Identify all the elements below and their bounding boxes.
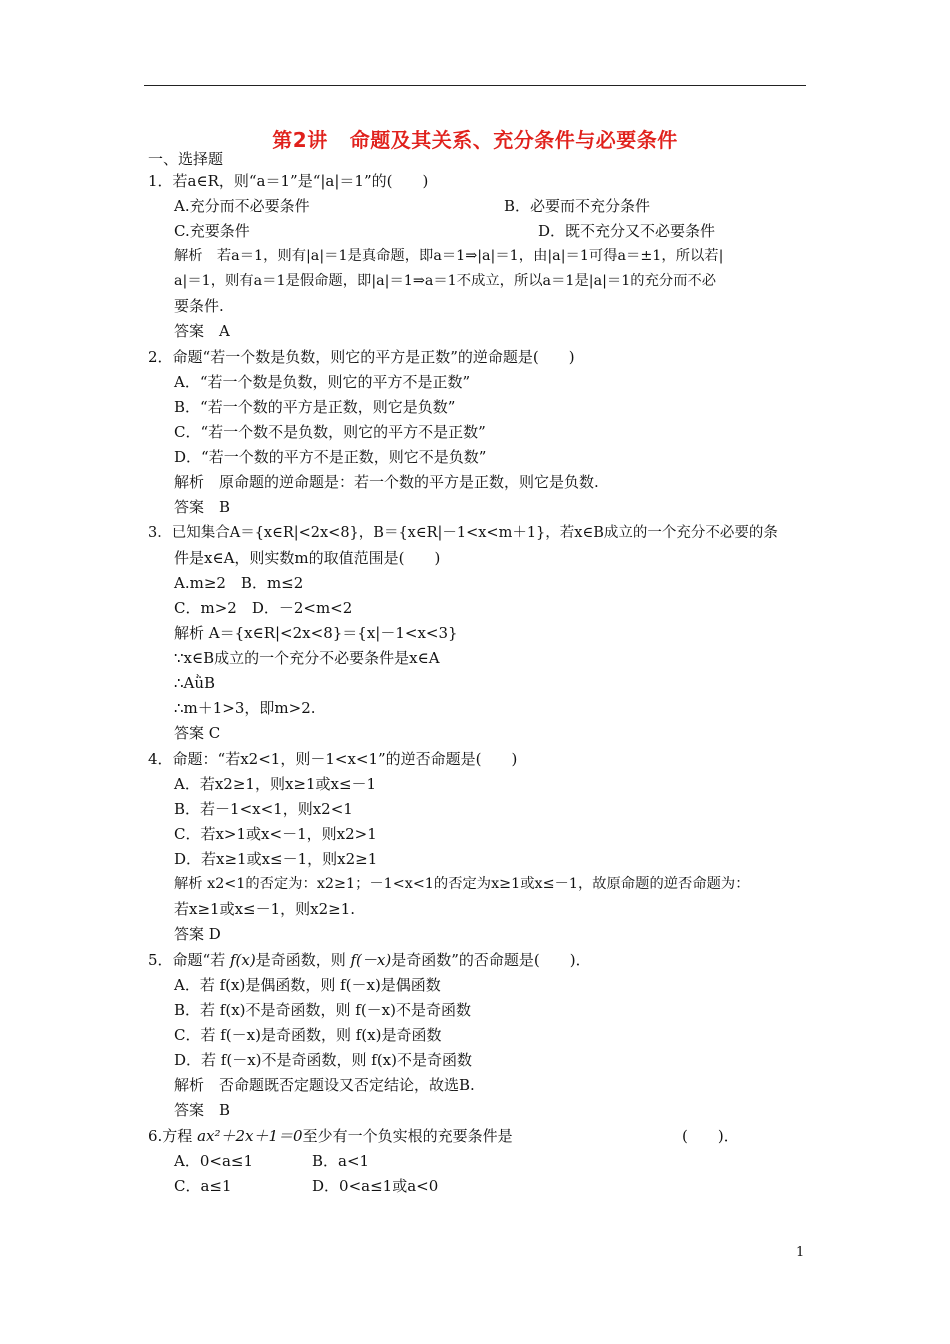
title-topic: 命题及其关系、充分条件与必要条件 (349, 128, 678, 152)
q1-analysis-line-2: a|＝1，则有a＝1是假命题，即|a|＝1⇒a＝1不成立，所以a＝1是|a|＝1的充分而不必 (174, 273, 717, 289)
q1-stem: 1．若a∈R，则“a＝1”是“|a|＝1”的( ) (148, 172, 429, 190)
q2-stem: 2．命题“若一个数是负数，则它的平方是正数”的逆命题是( ) (148, 348, 575, 366)
q3-analysis-line-4: ∴m＋1>3，即m>2. (174, 699, 316, 717)
q5-stem-suffix: 是奇函数”的否命题是( )． (391, 951, 591, 969)
q4-option-a: A．若x2≥1，则x≥1或x≤－1 (174, 775, 377, 793)
q3-analysis-line-2: ∵x∈B成立的一个充分不必要条件是x∈A (174, 649, 440, 667)
q5-stem-fnx: f(－x) (350, 951, 392, 969)
q6-answer-paren: ( )． (682, 1127, 739, 1145)
q5-stem-middle: 是奇函数，则 (255, 951, 351, 969)
section-heading: 一、选择题 (148, 150, 224, 168)
q1-option-a: A.充分而不必要条件 (174, 197, 310, 215)
q6-option-b: B．a<1 (312, 1152, 370, 1170)
q1-analysis-line-3: 要条件. (174, 297, 224, 315)
q4-stem: 4．命题：“若x2<1，则－1<x<1”的逆否命题是( ) (148, 750, 518, 768)
q1-option-c: C.充要条件 (174, 222, 250, 240)
q2-option-c: C．“若一个数不是负数，则它的平方不是正数” (174, 423, 486, 441)
q3-analysis-line-3: ∴AǜB (174, 674, 216, 692)
q1-analysis-line-1: 解析 若a＝1，则有|a|＝1是真命题，即a＝1⇒|a|＝1，由|a|＝1可得a＝±1，所以若| (174, 248, 724, 264)
page-title (0, 124, 950, 153)
q3-options-ab: A.m≥2 B．m≤2 (174, 574, 304, 592)
q4-analysis-line-2: 若x≥1或x≤－1，则x2≥1. (174, 900, 356, 918)
q1-option-d: D．既不充分又不必要条件 (538, 222, 716, 240)
q2-option-b: B．“若一个数的平方是正数，则它是负数” (174, 398, 456, 416)
q5-answer: 答案 B (174, 1101, 231, 1119)
q3-analysis-line-1: 解析 A＝{x∈R|<2x<8}＝{x|－1<x<3} (174, 624, 458, 642)
q3-stem-line-2: 件是x∈A，则实数m的取值范围是( ) (174, 549, 441, 567)
q6-stem (148, 1126, 513, 1146)
q2-analysis: 解析 原命题的逆命题是：若一个数的平方是正数，则它是负数. (174, 473, 599, 491)
q1-answer: 答案 A (174, 322, 230, 340)
title-lecture-number: 第2讲 (272, 128, 328, 152)
q4-option-d: D．若x≥1或x≤－1，则x2≥1 (174, 850, 378, 868)
q2-answer: 答案 B (174, 498, 231, 516)
q5-option-b: B．若 f(x)不是奇函数，则 f(－x)不是奇函数 (174, 1001, 471, 1019)
header-rule (144, 85, 806, 86)
q3-options-cd: C．m>2 D．－2<m<2 (174, 599, 353, 617)
q5-stem-prefix: 5．命题“若 (148, 951, 230, 969)
q5-option-a: A．若 f(x)是偶函数，则 f(－x)是偶函数 (174, 976, 441, 994)
q5-option-c: C．若 f(－x)是奇函数，则 f(x)是奇函数 (174, 1026, 442, 1044)
q2-option-a: A．“若一个数是负数，则它的平方不是正数” (174, 373, 471, 391)
q6-option-a: A．0<a≤1 (174, 1152, 253, 1170)
q4-option-b: B．若－1<x<1，则x2<1 (174, 800, 353, 818)
q3-answer: 答案 C (174, 724, 221, 742)
q2-option-d: D．“若一个数的平方不是正数，则它不是负数” (174, 448, 487, 466)
page-number: 1 (796, 1245, 805, 1260)
q5-stem (148, 950, 591, 970)
q6-stem-prefix: 6.方程 (148, 1127, 198, 1145)
q4-answer: 答案 D (174, 925, 221, 943)
q6-stem-equation: ax²＋2x＋1＝0 (197, 1127, 303, 1145)
q6-option-d: D．0<a≤1或a<0 (312, 1177, 439, 1195)
q5-analysis: 解析 否命题既否定题设又否定结论，故选B. (174, 1076, 475, 1094)
q6-option-c: C．a≤1 (174, 1177, 232, 1195)
q4-option-c: C．若x>1或x<－1，则x2>1 (174, 825, 377, 843)
q5-stem-fx: f(x) (229, 951, 256, 969)
q1-option-b: B．必要而不充分条件 (504, 197, 651, 215)
q3-stem-line-1: 3．已知集合A＝{x∈R|<2x<8}，B＝{x∈R|－1<x<m＋1}，若x∈B成立的一个充分不必要的条 (148, 525, 778, 541)
q6-stem-suffix: 至少有一个负实根的充要条件是 (302, 1127, 513, 1145)
q5-option-d: D．若 f(－x)不是奇函数，则 f(x)不是奇函数 (174, 1051, 472, 1069)
q4-analysis-line-1: 解析 x2<1的否定为：x2≥1；－1<x<1的否定为x≥1或x≤－1，故原命题的逆否命题为： (174, 876, 750, 892)
